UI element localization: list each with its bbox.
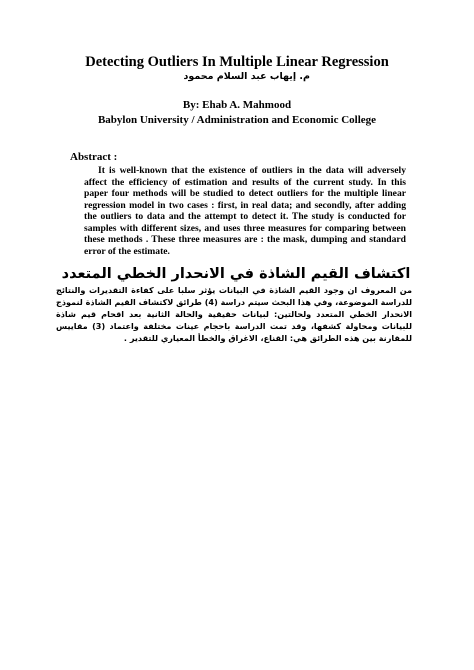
arabic-author-name: م. إيهاب عبد السلام محمود	[183, 71, 310, 82]
arabic-abstract-body: من المعروف ان وجود القيم الشاذة في البيانات يؤثر سلبا على كفاءة التقديرات والنتائج للدراسة الموضوعة، وفي هذا البحث سيتم دراسة (4) طرائق لاكتشاف القيم الشاذة لنموذج الانحدار الخطي المتعدد ولحالتين: لبيانات حقيقية والحالة الثانية بعد اقحام قيم شاذة للبيانات ومحاولة كشفها، وقد تمت الدراسة باحجام عينات مختلفة واعتماد (3) مقاييس للمقارنة بين هذه الطرائق هي: القناع، الاغراق والخطأ المعياري للتقدير .	[56, 285, 412, 344]
abstract-body: It is well-known that the existence of outliers in the data will adversely affect the efficiency of estimation and results of the current study. In this paper four methods will be studied to detect outliers for the multiple linear regression model in two cases : first, in real data; and secondly, after adding the outliers to data and the attempt to detect it. The study is conducted for samples with different sizes, and uses three measures for comparing between these methods . These three measures are : the mask, dumping and standard error of the estimate.	[84, 165, 406, 257]
abstract-heading: Abstract :	[70, 151, 118, 163]
author-affiliation: Babylon University / Administration and Economic College	[97, 114, 377, 126]
arabic-title: اكتشاف القيم الشاذة في الانحدار الخطي المتعدد	[61, 266, 411, 282]
author-byline: By: Ehab A. Mahmood	[182, 99, 292, 111]
paper-title: Detecting Outliers In Multiple Linear Regression	[85, 54, 389, 70]
